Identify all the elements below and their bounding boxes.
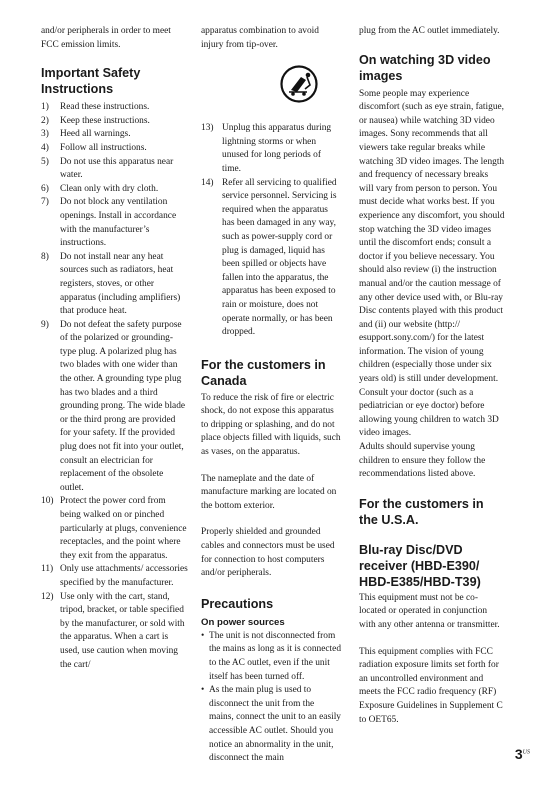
- model-heading: Blu-ray Disc/DVD receiver (HBD-E390/ HBD-E385/HBD-T39): [359, 542, 481, 589]
- instruction-item: [41, 196, 188, 250]
- instruction-item: [41, 142, 188, 156]
- instruction-text: Do not defeat the safety purpose of the polarized or grounding-type plug. A polarized plug has two blades with one wider than the other. A grounding type plug has two blades and a third grounding prong. The wide blade or the third prong are provided for your safety. If the provided plug does not fit into your outlet, consult an electrician for replacement of the obsolete outlet.: [60, 319, 186, 493]
- instruction-text: Read these instructions.: [60, 102, 150, 113]
- instruction-number: 6): [41, 183, 49, 194]
- bullet-text: The unit is not disconnected from the mains as long as it is connected to the AC outlet, even if the unit itself has been turned off.: [209, 630, 342, 682]
- instruction-text: Protect the power cord from being walked on or pinched particularly at plugs, convenience receptacles, and the point where they exit from the apparatus.: [60, 496, 187, 561]
- instruction-number: 8): [41, 251, 49, 262]
- column-1: [41, 0, 188, 672]
- instruction-item: [41, 156, 188, 183]
- instruction-text: Clean only with dry cloth.: [60, 183, 159, 194]
- instruction-text: Only use attachments/ accessories specified by the manufacturer.: [60, 564, 188, 588]
- canada-heading: For the customers in Canada: [201, 357, 326, 388]
- cart-tip-over-icon: [280, 65, 318, 103]
- safety-instructions-list-continued: [201, 122, 341, 340]
- tip-over-warning-figure: [201, 52, 341, 122]
- instruction-number: 3): [41, 129, 49, 140]
- precaution-bullet: [201, 630, 341, 684]
- instruction-number: 14): [201, 177, 214, 188]
- power-sources-heading: On power sources: [201, 616, 285, 628]
- instruction-number: 5): [41, 156, 49, 167]
- instruction-number: 13): [201, 123, 214, 134]
- instruction-text: Do not use this apparatus near water.: [60, 156, 174, 181]
- instruction-item: [41, 495, 188, 563]
- instruction-item: [41, 563, 188, 590]
- column-2: [201, 0, 341, 766]
- instruction-item: [41, 251, 188, 319]
- instruction-number: 7): [41, 197, 49, 208]
- instruction-number: 9): [41, 319, 49, 330]
- instruction-text: Follow all instructions.: [60, 142, 147, 153]
- page-number-value: 3: [514, 746, 523, 762]
- 3d-video-paragraph-2: Adults should supervise young children to ensure they follow the recommendations listed above.: [359, 442, 486, 480]
- instruction-text: Keep these instructions.: [60, 115, 150, 126]
- instruction-text: Use only with the cart, stand, tripod, bracket, or table specified by the manufacturer, or sold with the apparatus. When a cart is used, use caution when moving the cart/: [60, 591, 185, 670]
- instruction-number: 4): [41, 142, 49, 153]
- instruction-number: 11): [41, 564, 54, 575]
- instruction-text: Do not install near any heat sources such as radiators, heat registers, stoves, or other apparatus (including amplifiers) that produce heat.: [60, 251, 181, 317]
- bullet-icon: •: [201, 685, 205, 696]
- usa-paragraph-2: This equipment complies with FCC radiation exposure limits set forth for an uncontrolled environment and meets the FCC radio frequency (RF) Exposure Guidelines in Supplement C to OET65.: [359, 646, 503, 725]
- column-1-intro: and/or peripherals in order to meet FCC emission limits.: [41, 26, 171, 50]
- column-3-intro: plug from the AC outlet immediately.: [359, 26, 500, 36]
- bullet-text: As the main plug is used to disconnect the unit from the mains, connect the unit to an easily accessible AC outlet. Should you notice an abnormality in the unit, disconnect the main: [209, 685, 341, 764]
- 3d-video-paragraph-1: Some people may experience discomfort (such as eye strain, fatigue, or nausea) while watching 3D video images. Sony recommends that all viewers take regular breaks while watching 3D video images. The length and frequency of necessary breaks will vary from person to person. You must decide what works best. If you experience any discomfort, you should stop watching the 3D video images until the discomfort ends; consult a doctor if you believe necessary. You should also review (i) the instruction manual and/or the caution message of any other device used with, or Blu-ray Disc contents played with this product and (ii) our website (http:// esupport.sony.com/) for the latest information. The vision of young children (especially those under six years old) is still under development. Consult your doctor (such as a pediatrician or eye doctor) before allowing young children to watch 3D video images.: [359, 88, 505, 439]
- instruction-text: Do not block any ventilation openings. Install in accordance with the manufacturer’s instructions.: [60, 197, 177, 249]
- instruction-item: [41, 591, 188, 673]
- canada-paragraph-1: To reduce the risk of fire or electric shock, do not expose this apparatus to dripping or splashing, and do not place objects filled with liquids, such as vases, on the apparatus.: [201, 392, 341, 458]
- canada-paragraph-2: The nameplate and the date of manufacture marking are located on the bottom exterior.: [201, 473, 337, 511]
- instruction-item: [201, 122, 341, 176]
- instruction-item: [41, 128, 188, 142]
- page-number: [515, 746, 530, 762]
- precaution-bullet: [201, 684, 341, 766]
- page-number-suffix: US: [522, 749, 530, 756]
- instruction-number: 1): [41, 102, 49, 113]
- safety-instructions-list: [41, 101, 188, 672]
- instruction-item: [201, 177, 341, 340]
- instruction-number: 2): [41, 115, 49, 126]
- usa-paragraph-1: This equipment must not be co-located or operated in conjunction with any other antenna or transmitter.: [359, 592, 500, 630]
- 3d-video-heading: On watching 3D video images: [359, 52, 491, 83]
- instruction-item: [41, 319, 188, 496]
- instruction-number: 10): [41, 496, 54, 507]
- instruction-text: Refer all servicing to qualified service personnel. Servicing is required when the apparatus has been damaged in any way, such as power-supply cord or plug is damaged, liquid has been spilled or objects have fallen into the apparatus, the apparatus has been exposed to rain or moisture, does not operate normally, or has been dropped.: [222, 177, 337, 338]
- instruction-item: [41, 183, 188, 197]
- precautions-heading: Precautions: [201, 596, 274, 611]
- power-sources-list: [201, 630, 341, 766]
- instruction-item: [41, 101, 188, 115]
- safety-heading: Important Safety Instructions: [41, 66, 141, 97]
- usa-heading: For the customers in the U.S.A.: [359, 496, 484, 527]
- instruction-text: Heed all warnings.: [60, 129, 131, 140]
- instruction-number: 12): [41, 591, 54, 602]
- instruction-text: Unplug this apparatus during lightning storms or when unused for long periods of time.: [222, 123, 332, 174]
- bullet-icon: •: [201, 630, 205, 641]
- column-2-intro: apparatus combination to avoid injury from tip-over.: [201, 26, 319, 50]
- canada-paragraph-3: Properly shielded and grounded cables and connectors must be used for connection to host computers and/or peripherals.: [201, 527, 335, 579]
- instruction-item: [41, 115, 188, 129]
- column-3: [359, 0, 505, 727]
